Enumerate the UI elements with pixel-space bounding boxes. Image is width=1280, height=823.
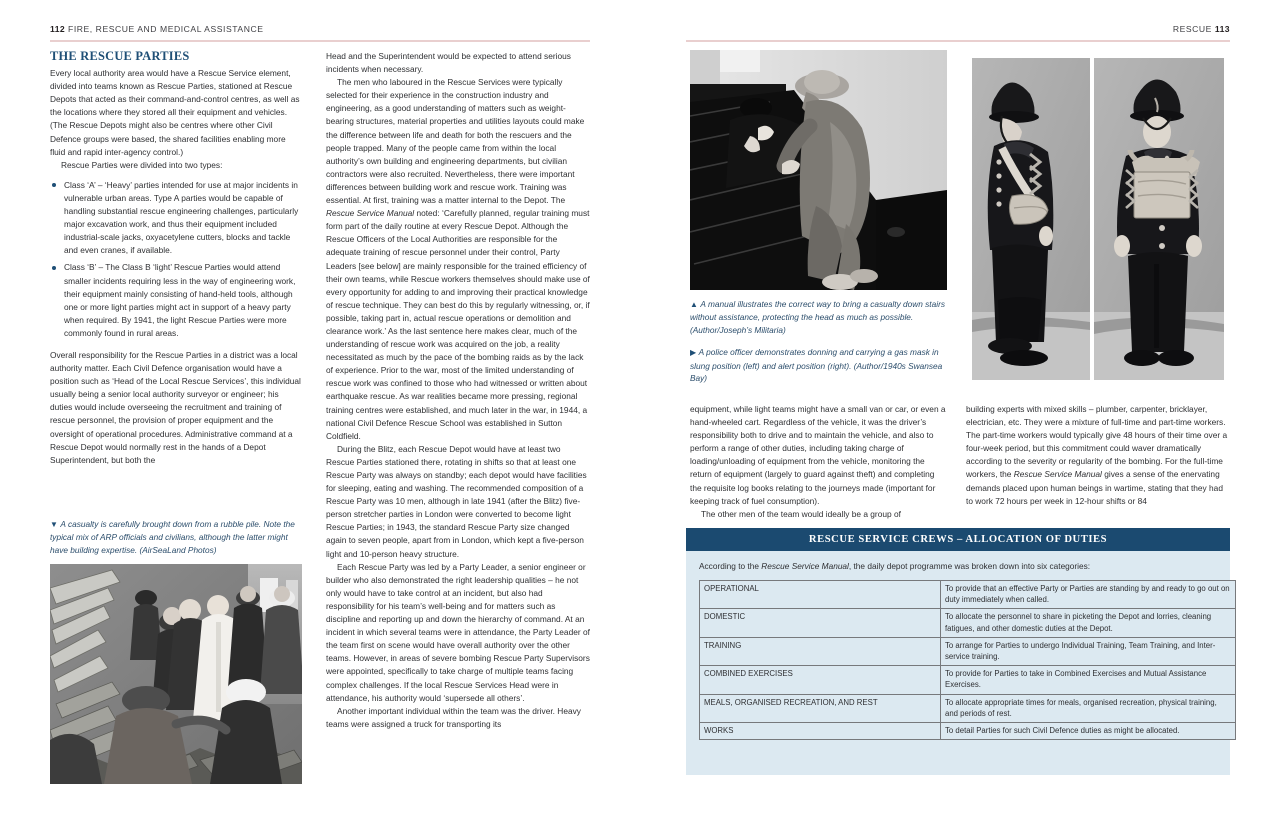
triangle-up-icon: ▲ — [690, 300, 699, 309]
caption-body: A manual illustrates the correct way to bring a casualty down stairs without assistance, protecting the head as much as possible. (Author/Joseph’s Militaria) — [690, 299, 945, 335]
paragraph: Rescue Parties were divided into two types: — [61, 159, 223, 170]
book-title-italic: Rescue Service Manual — [761, 561, 849, 571]
bullet-icon — [52, 183, 56, 187]
section-title: THE RESCUE PARTIES — [50, 49, 190, 63]
photo-content — [50, 564, 302, 784]
paragraph — [326, 76, 590, 443]
caption-body: A police officer demonstrates donning and carrying a gas mask in slung position (left) and alert position (right). (Author/1940s Swansea Bay) — [690, 347, 943, 384]
paragraph — [966, 403, 1230, 508]
photo-content — [966, 50, 1230, 387]
paragraph: Each Rescue Party was led by a Party Leader, a senior engineer or builder who also demonstrated the right leadership qualities – he not only would have to take control at an incident, but also had responsibility for his team’s well-being and for matters such as discipline and reporting up and down the hierarchy of command. At an incident in which several teams were in attendance, the Party Leader of the team first on scene would have overall authority over the other teams. However, in areas of severe bombing Rescue Party Supervisors were appointed, specifically to take charge of multiple teams facing complex challenges. If the local Rescue Services Head were in attendance, his authority would ‘supersede all others’. — [326, 561, 590, 703]
callout-title: RESCUE SERVICE CREWS – ALLOCATION OF DUTIES — [808, 534, 1108, 545]
header-rule-left — [50, 40, 590, 42]
folio-number-left: 112 — [50, 24, 66, 34]
photo-artwork — [690, 50, 947, 290]
duties-table-body — [700, 581, 1236, 740]
duty-category: DOMESTIC — [700, 609, 941, 637]
caption-rubble-photo — [50, 518, 302, 556]
folio-number-right: 113 — [1214, 24, 1230, 34]
list-item — [50, 179, 302, 258]
photo-artwork — [50, 564, 302, 784]
table-row — [700, 694, 1236, 722]
duty-description: To allocate the personnel to share in picketing the Depot and lorries, cleaning fatigues, and other domestic duties at the Depot. — [941, 609, 1236, 637]
paragraph: Another important individual within the team was the driver. Heavy teams were assigned a truck for transporting its — [326, 705, 581, 729]
duty-description: To provide for Parties to take in Combined Exercises and Mutual Assistance Exercises. — [941, 666, 1236, 694]
rubble-rescue-photo — [50, 564, 302, 784]
duty-description: To detail Parties for such Civil Defence duties as might be allocated. — [941, 723, 1236, 740]
paragraph: During the Blitz, each Rescue Depot would have at least two Rescue Parties stationed there, rotating in shifts so that at least one Rescue Party was always on standby; each depot would have facilities for sleeping, eating and washing. The recommended composition of a Rescue Party was 10 men, although in late 1941 (after the Blitz) five-person stretcher parties in London were converted to become light Rescue Parties; in 1943, the standard Rescue Party size changed again to seven people, apart from in London, which kept a five-person light and 10-person heavy structure. — [326, 443, 587, 559]
running-head-left — [50, 24, 264, 34]
paragraph: The other men of the team would ideally be a group of — [701, 508, 901, 519]
caption-police — [690, 346, 947, 384]
duty-category: OPERATIONAL — [700, 581, 941, 609]
duty-category: TRAINING — [700, 637, 941, 665]
police-officer-gas-mask-photo — [966, 50, 1230, 387]
paragraph: equipment, while light teams might have a small van or car, or even a hand-wheeled cart. Regardless of the vehicle, it was the driver’s responsibility both to drive and to maintain the vehicle, and also to perform a range of other duties, including taking charge of loading/unloading of equipment from the vehicle, monitoring the return of equipment (largely to guard against theft) and completing the requisite log books relating to the journeys made (important for keeping track of fuel consumption). — [690, 404, 946, 506]
photo-content — [690, 50, 947, 290]
allocation-of-duties-callout — [686, 528, 1230, 775]
right-page-column-1 — [690, 403, 947, 521]
left-page-column-2 — [326, 50, 590, 731]
intro-part: , the daily depot programme was broken down into six categories: — [848, 561, 1091, 571]
rescue-party-class-list — [50, 179, 302, 340]
book-title-italic: Rescue Service Manual — [326, 208, 415, 219]
duties-table — [699, 580, 1236, 740]
header-rule-right — [686, 40, 1230, 42]
table-row — [700, 723, 1236, 740]
duty-category: MEALS, ORGANISED RECREATION, AND REST — [700, 694, 941, 722]
table-row — [700, 609, 1236, 637]
casualty-down-stairs-photo — [690, 50, 947, 290]
paragraph: Head and the Superintendent would be expected to attend serious incidents when necessary. — [326, 51, 571, 75]
running-head-right — [1173, 24, 1230, 34]
paragraph-part: The men who laboured in the Rescue Services were typically selected for their experience in the construction industry and engineering, as a good understanding of matters such as weight-bearing structures, material properties and utilities layouts could make the difference between life and death for both the rescuers and the people trapped. Many of the people came from within the local authority’s own building and engineering departments, but civilian contractors were also recruited. Nevertheless, there were important differences between building work and rescue work. Training was essential. At first, training was a matter internal to the Depot. The — [326, 77, 585, 206]
paragraph-part: building experts with mixed skills – plumber, carpenter, bricklayer, electrician, etc. They were a mixture of full-time and part-time workers. The part-time workers would typically give 48 hours of their time over a four-week period, but this commitment could waver dramatically according to the severity or regularity of the bombing. For the full-time workers, the — [966, 404, 1228, 480]
photo-artwork — [966, 50, 1230, 387]
list-item-label: Class ‘B’ – The Class B ‘light’ Rescue Parties would attend smaller incidents requiring less in the way of engineering work, their equipment mainly consisting of hand-held tools, although one or more light parties might act in support of a heavy party when required. By 1941, the light Rescue Parties were more commonly found in rural areas. — [64, 262, 296, 338]
bullet-icon — [52, 266, 56, 270]
duty-description: To arrange for Parties to undergo Individual Training, Team Training, and Inter-service training. — [941, 637, 1236, 665]
list-item-label: Class ‘A’ – ‘Heavy’ parties intended for use at major incidents in vulnerable urban areas. Type A parties would be capable of handling substantial rescue engineering challenges, particularly major excavation work, and thus their equipment included industrial-scale jacks, oxyacetylene cutters, blocks and tackle and even cranes, if available. — [64, 179, 299, 256]
caption-stairs — [690, 298, 947, 336]
left-page-column-1 — [50, 50, 302, 467]
intro-part: According to the — [699, 561, 762, 571]
paragraph-part: gives a sense of the enervating demands placed upon human beings in wartime, stating that they had to work 72 hours per week in 12-hour shifts or 84 — [966, 469, 1223, 506]
table-row — [700, 666, 1236, 694]
table-row — [700, 637, 1236, 665]
book-title-italic: Rescue Service Manual — [1013, 469, 1102, 480]
triangle-right-icon: ▶ — [690, 348, 697, 358]
duty-description: To allocate appropriate times for meals, organised recreation, physical training, and periods of rest. — [941, 694, 1236, 722]
paragraph: Overall responsibility for the Rescue Parties in a district was a local authority matter. Each Civil Defence organisation would have a position such as ‘Head of the Local Rescue Services’, this individual usually being a senior local authority surveyor or engineer; his duties would include overseeing the recruitment and training of rescue personnel, the provision of proper equipment and the oversight of operational procedures. Administrative command at a Rescue Depot would normally rest in the hands of a Depot Superintendent, but both the — [50, 349, 301, 465]
callout-header-bar — [686, 528, 1230, 551]
callout-intro — [686, 551, 1230, 580]
duty-description: To provide that an effective Party or Parties are standing by and ready to go out on duty immediately when called. — [941, 581, 1236, 609]
paragraph: Every local authority area would have a Rescue Service element, divided into teams known as Rescue Parties, stationed at Rescue Depots that acted as their command-and-control centres, as well as the locations where they stored all their equipment and vehicles. (The Rescue Depots might also be centres where other Civil Defence groups were based, the shared facilities enabling more fluid and rapid inter-agency control.) — [50, 68, 300, 157]
running-head-right-text: RESCUE — [1172, 24, 1212, 34]
paragraph-part: noted: ‘Carefully planned, regular training must form part of the daily routine at every Rescue Depot. Although the Rescue Officers of the Local Authorities are responsible for the adequate training of rescue personnel under their control, Party Leaders [see below] are mainly responsible for the trained efficiency of their own teams, while Rescue workers themselves should make use of every opportunity for adding to and improving their practical knowledge of rescue technique. They can best do this by regularly witnessing, or, if possible, taking part in, actual rescue operations or demolition and clearance work.’ As the last sentence here makes clear, much of the understanding of rescue work was acquired on the job, a reality necessitated as much by the pace of the bombing raids as by the lack of experience. Prior to the war, most of the limited understanding of rescue work was confined to those who had witnessed or written about earthquake rescue. As war realities became more pressing, regional training centres were established, and much later in the war, in 1944, a national Civil Defence Rescue School was established in Sutton Coldfield. — [326, 208, 590, 441]
triangle-down-icon: ▼ — [50, 520, 59, 529]
running-head-left-text: FIRE, RESCUE AND MEDICAL ASSISTANCE — [68, 24, 264, 34]
right-page-captions — [690, 298, 947, 384]
list-item — [50, 261, 302, 340]
caption-body: A casualty is carefully brought down from a rubble pile. Note the typical mix of ARP officials and civilians, although the latter might have building expertise. (AirSeaLand Photos) — [50, 519, 295, 555]
right-page-column-2 — [966, 403, 1230, 508]
caption-text — [50, 518, 302, 556]
table-row — [700, 581, 1236, 609]
duty-category: COMBINED EXERCISES — [700, 666, 941, 694]
duty-category: WORKS — [700, 723, 941, 740]
